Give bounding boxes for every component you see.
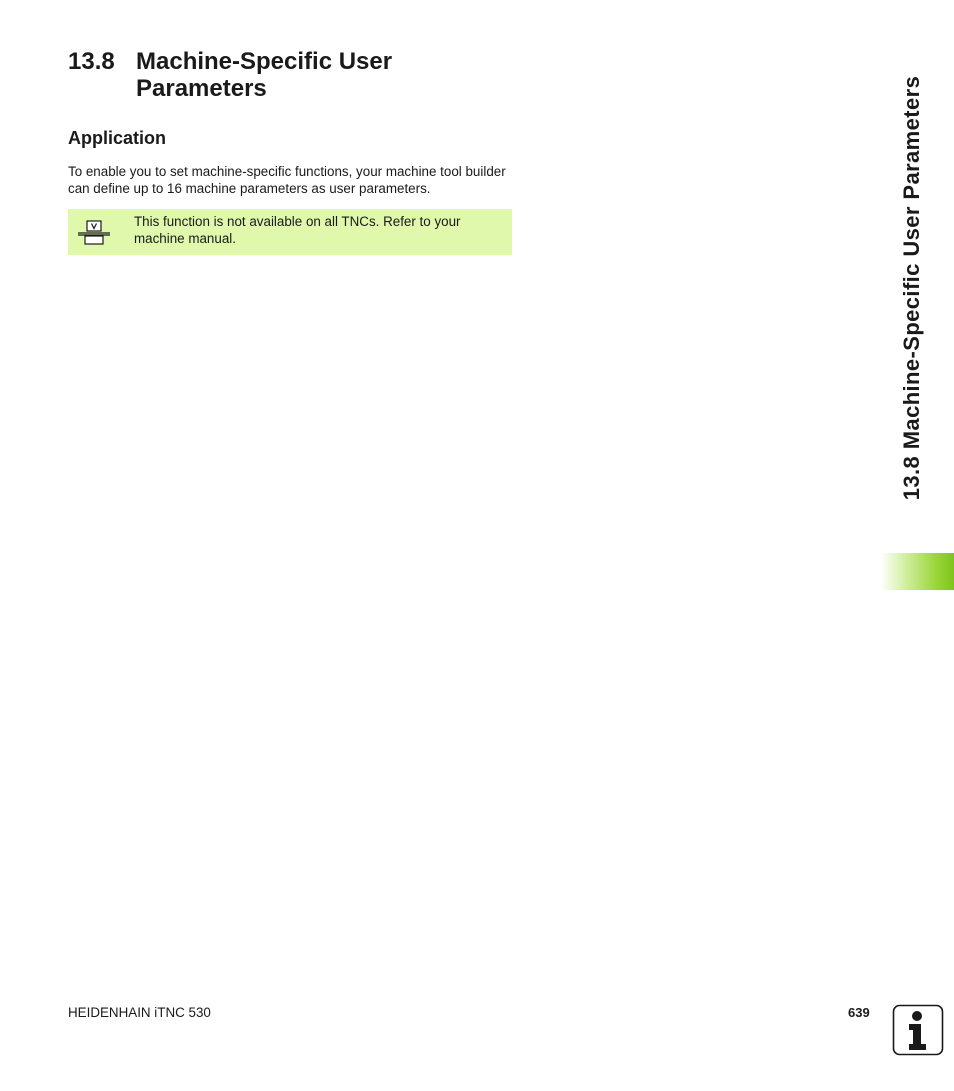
info-icon[interactable]: [892, 1004, 944, 1056]
side-tab-text: 13.8 Machine-Specific User Parameters: [899, 75, 925, 501]
chapter-number: 13.8: [68, 48, 115, 75]
chapter-title-text: Machine-Specific User Parameters: [136, 48, 393, 102]
page-number: 639: [848, 1005, 870, 1020]
section-body-text: To enable you to set machine-specific functions, your machine tool builder can define up to 16 machine parameters as user parameters.: [68, 164, 506, 196]
chapter-tab-marker: [881, 553, 954, 590]
machine-icon: [77, 220, 111, 246]
chapter-title: [68, 48, 528, 102]
section-heading: Application: [68, 128, 166, 148]
note-box: [68, 209, 512, 255]
note-text: This function is not available on all TNCs. Refer to your machine manual.: [134, 214, 461, 246]
footer-product: HEIDENHAIN iTNC 530: [68, 1005, 211, 1020]
side-tab-label: [897, 52, 927, 524]
